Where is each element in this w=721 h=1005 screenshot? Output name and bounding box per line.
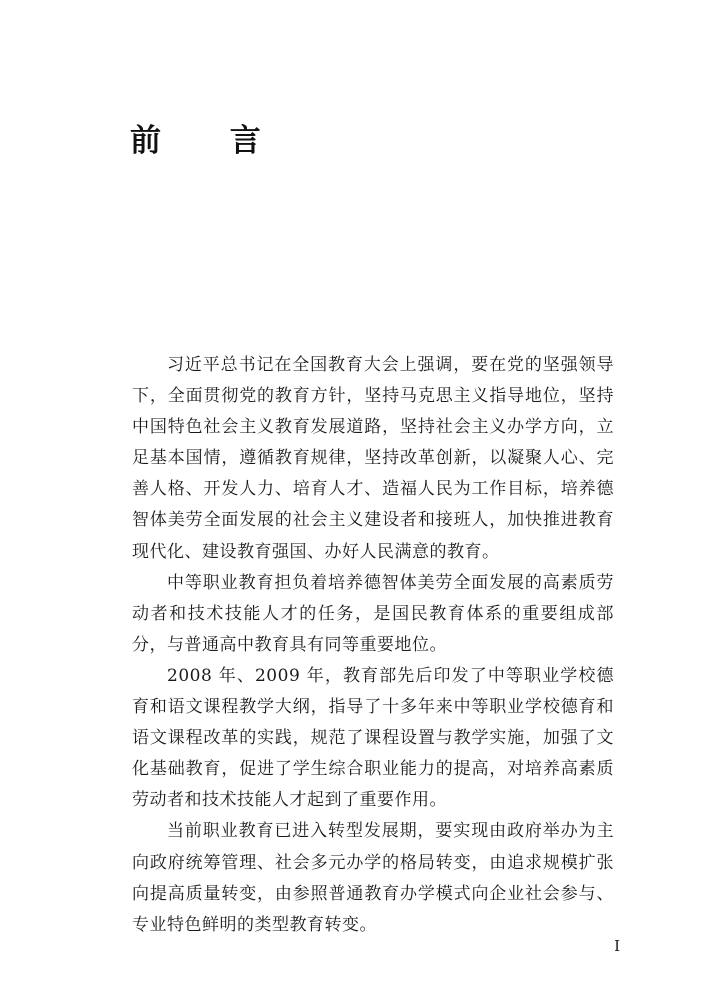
- body-text: [132, 350, 614, 941]
- paragraph-1: 习近平总书记在全国教育大会上强调，要在党的坚强领导下，全面贯彻党的教育方针，坚持马克思主义指导地位，坚持中国特色社会主义教育发展道路，坚持社会主义办学方向，立足基本国情，遵循教育规律，坚持改革创新，以凝聚人心、完善人格、开发人力、培育人才、造福人民为工作目标，培养德智体美劳全面发展的社会主义建设者和接班人，加快推进教育现代化、建设教育强国、办好人民满意的教育。: [132, 355, 614, 562]
- paragraph-3: 2008 年、2009 年，教育部先后印发了中等职业学校德育和语文课程教学大纲，指导了十多年来中等职业学校德育和语文课程改革的实践，规范了课程设置与教学实施，加强了文化基础教育，促进了学生综合职业能力的提高，对培养高素质劳动者和技术技能人才起到了重要作用。: [132, 665, 614, 811]
- paragraph-4: 当前职业教育已进入转型发展期，要实现由政府举办为主向政府统筹管理、社会多元办学的格局转变，由追求规模扩张向提高质量转变，由参照普通教育办学模式向企业社会参与、专业特色鲜明的类型教育转变。: [132, 821, 614, 935]
- page-title: 前 言: [130, 123, 290, 159]
- paragraph-2: 中等职业教育担负着培养德智体美劳全面发展的高素质劳动者和技术技能人才的任务，是国民教育体系的重要组成部分，与普通高中教育具有同等重要地位。: [132, 572, 614, 655]
- page-number: I: [614, 937, 620, 955]
